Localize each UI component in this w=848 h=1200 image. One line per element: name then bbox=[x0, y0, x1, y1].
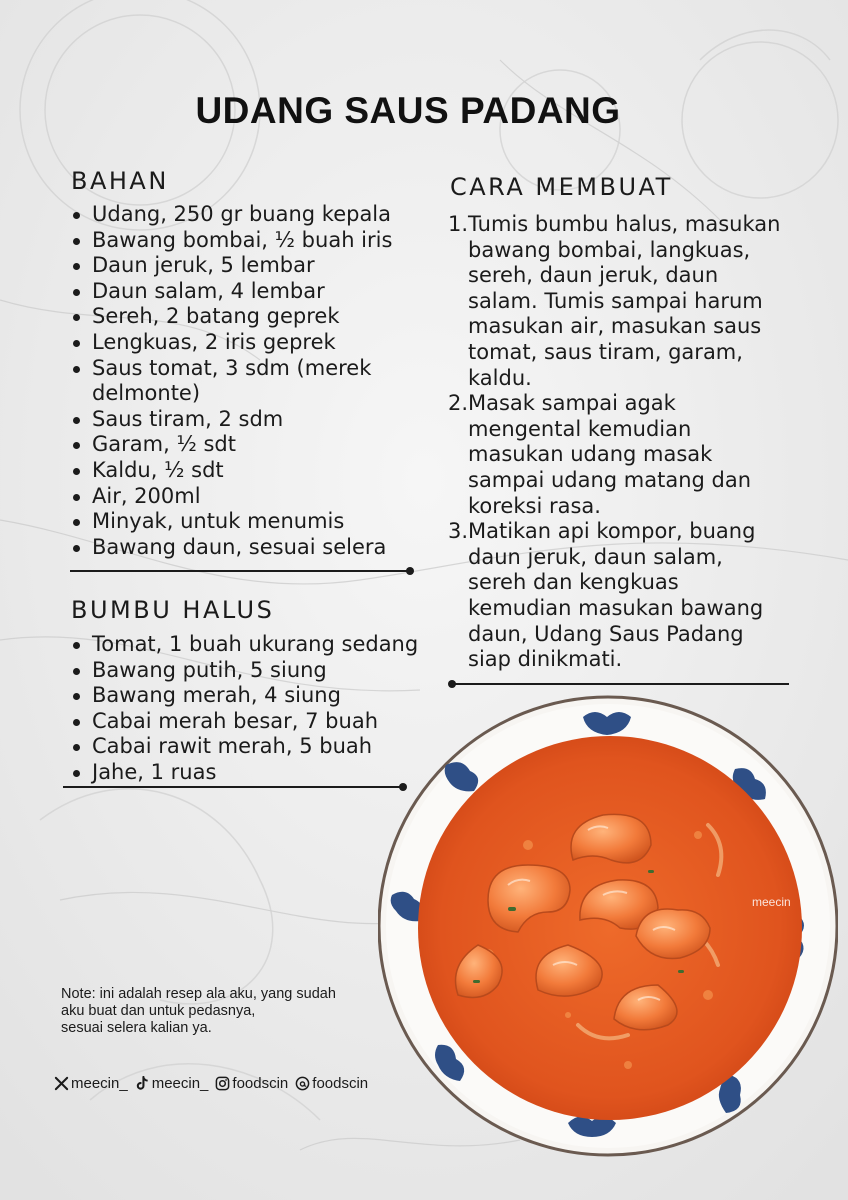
cara-membuat-heading: CARA MEMBUAT bbox=[450, 173, 673, 201]
social-tiktok-link[interactable] bbox=[135, 1075, 209, 1092]
social-threads-link[interactable] bbox=[295, 1075, 368, 1092]
cara-membuat-steps bbox=[448, 212, 786, 673]
social-handle: meecin_ bbox=[71, 1075, 128, 1092]
udang-saus-padang-photo bbox=[378, 695, 838, 1157]
list-item: Minyak, untuk menumis bbox=[71, 509, 421, 535]
list-item: Cabai merah besar, 7 buah bbox=[71, 709, 431, 735]
social-handle: meecin_ bbox=[151, 1075, 209, 1092]
step-number: 1. bbox=[448, 212, 469, 236]
step-text: Matikan api kompor, buang daun jeruk, daun salam, sereh dan kengkuas kemudian masukan bawang daun, Udang Saus Padang siap dinikmati. bbox=[468, 519, 764, 672]
x-icon bbox=[54, 1076, 71, 1091]
list-item: Tomat, 1 buah ukurang sedang bbox=[71, 632, 431, 658]
list-item: Lengkuas, 2 iris geprek bbox=[71, 330, 421, 356]
list-item: Air, 200ml bbox=[71, 484, 421, 510]
bahan-heading: BAHAN bbox=[71, 167, 169, 195]
list-item: Kaldu, ½ sdt bbox=[71, 458, 421, 484]
step-number: 3. bbox=[448, 519, 469, 544]
bumbu-halus-list bbox=[71, 632, 431, 786]
note-line: Note: ini adalah resep ala aku, yang sudah bbox=[61, 986, 336, 1002]
page-title: UDANG SAUS PADANG bbox=[195, 90, 621, 131]
step-item bbox=[448, 519, 786, 673]
list-item: Saus tomat, 3 sdm (merek delmonte) bbox=[71, 356, 421, 407]
step-text: Tumis bumbu halus, masukan bawang bombai, langkuas, sereh, daun jeruk, daun salam. Tumis sampai harum masukan air, masukan saus tomat, saus tiram, garam, kaldu. bbox=[468, 212, 781, 390]
recipe-note bbox=[61, 986, 381, 1037]
bumbu-halus-divider bbox=[63, 786, 404, 788]
note-line: aku buat dan untuk pedasnya, bbox=[61, 1003, 256, 1019]
list-item: Bawang merah, 4 siung bbox=[71, 683, 431, 709]
cara-membuat-divider bbox=[451, 683, 789, 685]
list-item: Garam, ½ sdt bbox=[71, 432, 421, 458]
instagram-icon bbox=[215, 1076, 232, 1091]
social-handle: foodscin bbox=[232, 1075, 289, 1092]
photo-watermark: meecin bbox=[752, 895, 791, 909]
list-item: Jahe, 1 ruas bbox=[71, 760, 431, 786]
step-item bbox=[448, 212, 786, 391]
bahan-list bbox=[71, 202, 421, 560]
list-item: Daun salam, 4 lembar bbox=[71, 279, 421, 305]
note-line: sesuai selera kalian ya. bbox=[61, 1020, 212, 1036]
list-item: Bawang daun, sesuai selera bbox=[71, 535, 421, 561]
list-item: Daun jeruk, 5 lembar bbox=[71, 253, 421, 279]
step-text: Masak sampai agak mengental kemudian masukan udang masak sampai udang matang dan koreksi rasa. bbox=[468, 391, 752, 518]
list-item: Saus tiram, 2 sdm bbox=[71, 407, 421, 433]
social-instagram-link[interactable] bbox=[215, 1075, 288, 1092]
list-item: Bawang bombai, ½ buah iris bbox=[71, 228, 421, 254]
social-handle: foodscin bbox=[312, 1075, 369, 1092]
tiktok-icon bbox=[135, 1076, 152, 1091]
step-number: 2. bbox=[448, 391, 469, 416]
social-x-link[interactable] bbox=[54, 1075, 128, 1092]
bumbu-halus-heading: BUMBU HALUS bbox=[71, 596, 275, 624]
list-item: Udang, 250 gr buang kepala bbox=[71, 202, 421, 228]
social-handles bbox=[54, 1075, 375, 1092]
step-item bbox=[448, 391, 786, 519]
bahan-divider bbox=[70, 570, 411, 572]
list-item: Bawang putih, 5 siung bbox=[71, 658, 431, 684]
threads-icon bbox=[295, 1076, 312, 1091]
list-item: Sereh, 2 batang geprek bbox=[71, 304, 421, 330]
list-item: Cabai rawit merah, 5 buah bbox=[71, 734, 431, 760]
